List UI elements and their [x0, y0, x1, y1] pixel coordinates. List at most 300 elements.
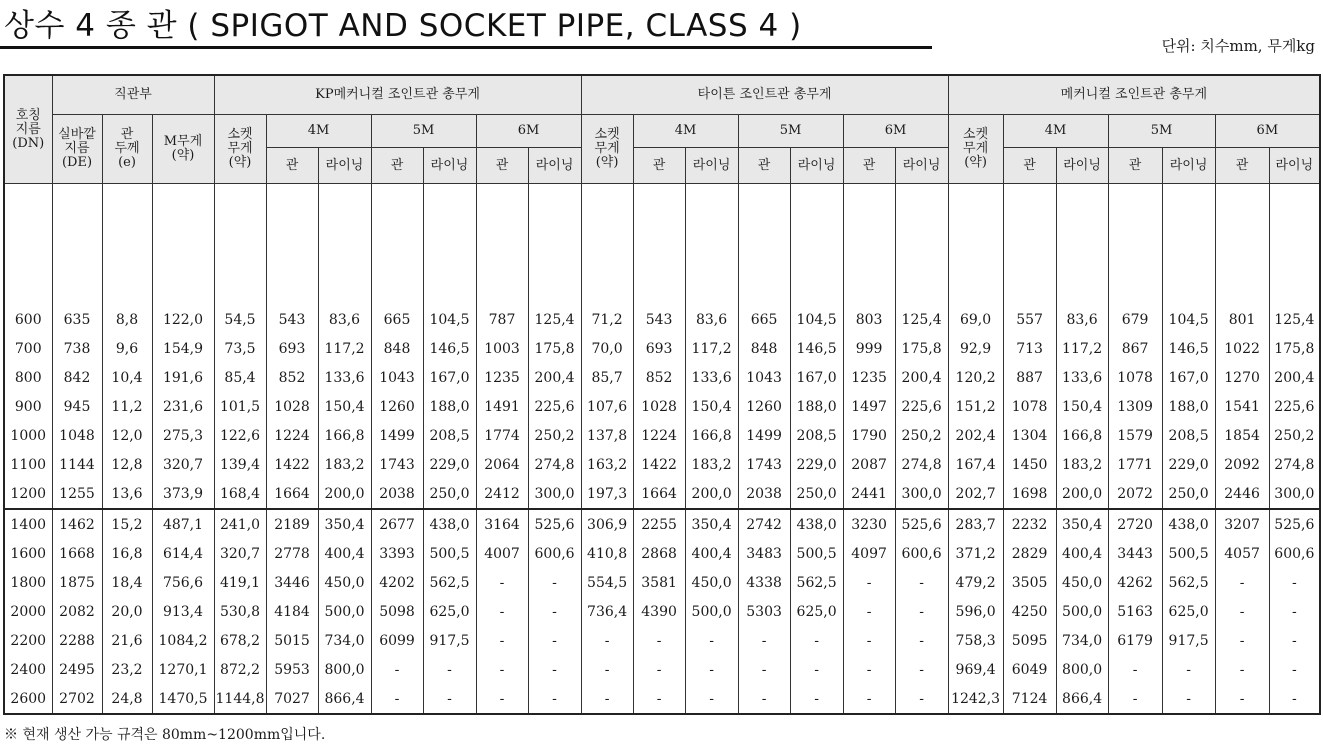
table-cell: 400,4 — [1056, 539, 1108, 568]
table-cell: 1028 — [266, 392, 318, 421]
table-cell: 2288 — [52, 626, 102, 655]
table-cell: 150,4 — [685, 392, 738, 421]
table-cell: 887 — [1003, 363, 1056, 392]
spacer-cell — [4, 184, 52, 306]
table-cell: 2038 — [371, 479, 423, 509]
table-cell: 125,4 — [528, 305, 581, 334]
table-cell: 2064 — [476, 450, 528, 479]
table-cell: 3230 — [843, 509, 895, 539]
m-weight-header — [152, 115, 214, 184]
table-row — [4, 626, 1320, 655]
table-cell: 1043 — [738, 363, 790, 392]
table-cell: 168,4 — [214, 479, 266, 509]
table-cell: 6049 — [1003, 655, 1056, 684]
table-cell: 150,4 — [318, 392, 371, 421]
table-cell: 175,8 — [895, 334, 948, 363]
table-cell: 2742 — [738, 509, 790, 539]
lining-header: 라이닝 — [1056, 148, 1108, 184]
table-cell: 150,4 — [1056, 392, 1108, 421]
footnote: ※ 현재 생산 가능 규격은 80mm~1200mm입니다. — [4, 727, 326, 743]
table-cell: 2868 — [633, 539, 685, 568]
table-cell: 562,5 — [790, 568, 843, 597]
table-cell: - — [528, 684, 581, 714]
table-cell: 85,7 — [581, 363, 633, 392]
table-cell: 18,4 — [102, 568, 152, 597]
table-cell: 2829 — [1003, 539, 1056, 568]
dn-cell: 700 — [4, 334, 52, 363]
dn-header-text: 호칭 지름 (DN) — [12, 107, 45, 151]
dn-cell: 1600 — [4, 539, 52, 568]
table-cell: 2446 — [1215, 479, 1269, 509]
kp-group-header: KP메커니컬 조인트관 총무게 — [214, 75, 581, 115]
table-cell: 133,6 — [318, 363, 371, 392]
table-cell: 625,0 — [790, 597, 843, 626]
table-cell: 350,4 — [685, 509, 738, 539]
pipe-header: 관 — [1215, 148, 1269, 184]
table-cell: 1743 — [738, 450, 790, 479]
table-cell: 4262 — [1108, 568, 1162, 597]
pipe-header: 관 — [1108, 148, 1162, 184]
table-cell: - — [423, 655, 476, 684]
table-cell: 479,2 — [948, 568, 1003, 597]
spacer-cell — [633, 184, 685, 306]
table-cell: 2072 — [1108, 479, 1162, 509]
dn-cell: 1800 — [4, 568, 52, 597]
table-cell: 525,6 — [528, 509, 581, 539]
table-cell: - — [1215, 626, 1269, 655]
unit-note: 단위: 치수mm, 무게kg — [1161, 37, 1315, 55]
pipe-header: 관 — [371, 148, 423, 184]
table-cell: 166,8 — [1056, 421, 1108, 450]
table-cell: 8,8 — [102, 305, 152, 334]
table-cell: - — [843, 626, 895, 655]
table-cell: 1003 — [476, 334, 528, 363]
table-row — [4, 684, 1320, 714]
table-cell: 13,6 — [102, 479, 152, 509]
table-cell: 122,0 — [152, 305, 214, 334]
table-cell: 1043 — [371, 363, 423, 392]
table-cell: 913,4 — [152, 597, 214, 626]
table-cell: 1790 — [843, 421, 895, 450]
table-cell: 6099 — [371, 626, 423, 655]
table-cell: - — [790, 626, 843, 655]
table-cell: 275,3 — [152, 421, 214, 450]
table-cell: 2255 — [633, 509, 685, 539]
kp-socket-header — [214, 115, 266, 184]
table-cell: 3443 — [1108, 539, 1162, 568]
dn-cell: 1000 — [4, 421, 52, 450]
table-cell: 4057 — [1215, 539, 1269, 568]
table-cell: 231,6 — [152, 392, 214, 421]
table-cell: 842 — [52, 363, 102, 392]
table-cell: 400,4 — [685, 539, 738, 568]
tyton-socket-header-text: 소켓 무게 (약) — [594, 127, 620, 170]
table-cell: - — [843, 597, 895, 626]
table-cell: 229,0 — [790, 450, 843, 479]
table-cell: 107,6 — [581, 392, 633, 421]
table-cell: 202,7 — [948, 479, 1003, 509]
table-cell: - — [738, 655, 790, 684]
table-cell: 188,0 — [1162, 392, 1215, 421]
table-cell: 1541 — [1215, 392, 1269, 421]
table-cell: 1242,3 — [948, 684, 1003, 714]
table-cell: 614,4 — [152, 539, 214, 568]
table-cell: - — [528, 626, 581, 655]
table-cell: - — [476, 626, 528, 655]
table-cell: 373,9 — [152, 479, 214, 509]
table-cell: 85,4 — [214, 363, 266, 392]
table-cell: 24,8 — [102, 684, 152, 714]
table-cell: - — [895, 655, 948, 684]
table-cell: 678,2 — [214, 626, 266, 655]
table-cell: 229,0 — [423, 450, 476, 479]
table-cell: 525,6 — [895, 509, 948, 539]
table-row — [4, 450, 1320, 479]
pipe-header: 관 — [738, 148, 790, 184]
table-cell: 800,0 — [318, 655, 371, 684]
table-cell: 852 — [633, 363, 685, 392]
table-cell: 12,0 — [102, 421, 152, 450]
table-cell: 438,0 — [423, 509, 476, 539]
table-cell: 54,5 — [214, 305, 266, 334]
table-cell: 125,4 — [1269, 305, 1320, 334]
spacer-cell — [1056, 184, 1108, 306]
table-cell: - — [895, 626, 948, 655]
table-cell: 2189 — [266, 509, 318, 539]
table-cell: 250,0 — [1162, 479, 1215, 509]
table-cell: 371,2 — [948, 539, 1003, 568]
spacer-cell — [52, 184, 102, 306]
dn-cell: 900 — [4, 392, 52, 421]
pipe-header: 관 — [266, 148, 318, 184]
table-cell: 487,1 — [152, 509, 214, 539]
table-cell: 350,4 — [1056, 509, 1108, 539]
table-cell: 438,0 — [1162, 509, 1215, 539]
table-cell: 11,2 — [102, 392, 152, 421]
pipe-header: 관 — [843, 148, 895, 184]
table-cell: 250,0 — [423, 479, 476, 509]
table-cell: 438,0 — [790, 509, 843, 539]
table-cell: 104,5 — [790, 305, 843, 334]
table-cell: - — [423, 684, 476, 714]
spacer-cell — [738, 184, 790, 306]
table-cell: 665 — [738, 305, 790, 334]
table-cell: 225,6 — [895, 392, 948, 421]
table-cell: 1260 — [371, 392, 423, 421]
table-cell: - — [895, 597, 948, 626]
table-cell: 600,6 — [528, 539, 581, 568]
table-cell: 665 — [371, 305, 423, 334]
table-cell: 12,8 — [102, 450, 152, 479]
table-cell: 693 — [266, 334, 318, 363]
spacer-cell — [423, 184, 476, 306]
table-cell: 1499 — [738, 421, 790, 450]
spacer-cell — [948, 184, 1003, 306]
tyton-4m-header: 4M — [633, 115, 738, 148]
kp-socket-header-text: 소켓 무게 (약) — [227, 127, 253, 170]
table-cell: - — [738, 684, 790, 714]
table-cell: 1028 — [633, 392, 685, 421]
lining-header: 라이닝 — [423, 148, 476, 184]
table-cell: - — [1162, 655, 1215, 684]
table-cell: 557 — [1003, 305, 1056, 334]
table-cell: 410,8 — [581, 539, 633, 568]
table-cell: 133,6 — [1056, 363, 1108, 392]
table-cell: - — [1269, 655, 1320, 684]
table-cell: 1270 — [1215, 363, 1269, 392]
table-cell: - — [633, 626, 685, 655]
table-cell: - — [1269, 568, 1320, 597]
table-cell: 2412 — [476, 479, 528, 509]
table-cell: - — [581, 655, 633, 684]
pipe-header: 관 — [476, 148, 528, 184]
lining-header: 라이닝 — [318, 148, 371, 184]
table-cell: 191,6 — [152, 363, 214, 392]
spacer-cell — [581, 184, 633, 306]
table-cell: 1664 — [266, 479, 318, 509]
table-cell: 1875 — [52, 568, 102, 597]
table-cell: 139,4 — [214, 450, 266, 479]
dn-cell: 2000 — [4, 597, 52, 626]
table-cell: 241,0 — [214, 509, 266, 539]
table-cell: 274,8 — [895, 450, 948, 479]
table-cell: 320,7 — [152, 450, 214, 479]
table-cell: 543 — [266, 305, 318, 334]
table-cell: 562,5 — [423, 568, 476, 597]
table-cell: 16,8 — [102, 539, 152, 568]
table-cell: 867 — [1108, 334, 1162, 363]
table-cell: 562,5 — [1162, 568, 1215, 597]
dn-cell: 1100 — [4, 450, 52, 479]
spacer-cell — [1108, 184, 1162, 306]
table-cell: 2441 — [843, 479, 895, 509]
table-cell: - — [895, 684, 948, 714]
spacer-cell — [1269, 184, 1320, 306]
table-cell: 917,5 — [1162, 626, 1215, 655]
table-cell: - — [1215, 568, 1269, 597]
table-cell: - — [528, 568, 581, 597]
table-body — [4, 184, 1320, 715]
table-cell: 450,0 — [685, 568, 738, 597]
table-cell: 2495 — [52, 655, 102, 684]
dn-cell: 2600 — [4, 684, 52, 714]
table-cell: 1422 — [633, 450, 685, 479]
table-cell: 167,0 — [790, 363, 843, 392]
lining-header: 라이닝 — [528, 148, 581, 184]
table-cell: - — [685, 684, 738, 714]
table-row — [4, 655, 1320, 684]
table-cell: 1144 — [52, 450, 102, 479]
spacer-cell — [214, 184, 266, 306]
table-cell: 1084,2 — [152, 626, 214, 655]
spacer-cell — [1003, 184, 1056, 306]
table-cell: 736,4 — [581, 597, 633, 626]
table-cell: 208,5 — [790, 421, 843, 450]
table-cell: 713 — [1003, 334, 1056, 363]
table-cell: - — [738, 626, 790, 655]
table-cell: - — [1215, 597, 1269, 626]
table-cell: 4338 — [738, 568, 790, 597]
table-cell: 1235 — [843, 363, 895, 392]
table-cell: 83,6 — [1056, 305, 1108, 334]
table-cell: 283,7 — [948, 509, 1003, 539]
table-cell: 848 — [738, 334, 790, 363]
table-cell: 450,0 — [318, 568, 371, 597]
table-cell: 1260 — [738, 392, 790, 421]
table-cell: - — [1215, 655, 1269, 684]
table-cell: 787 — [476, 305, 528, 334]
spacer-cell — [895, 184, 948, 306]
table-cell: 6179 — [1108, 626, 1162, 655]
table-cell: 4390 — [633, 597, 685, 626]
table-cell: 872,2 — [214, 655, 266, 684]
table-cell: - — [1108, 684, 1162, 714]
table-cell: 92,9 — [948, 334, 1003, 363]
mech-6m-header: 6M — [1215, 115, 1320, 148]
e-header — [102, 115, 152, 184]
m-weight-header-text: M무게 (약) — [163, 134, 203, 163]
table-cell: 146,5 — [423, 334, 476, 363]
pipe-header: 관 — [1003, 148, 1056, 184]
kp-4m-header: 4M — [266, 115, 371, 148]
dn-cell: 800 — [4, 363, 52, 392]
table-cell: - — [633, 655, 685, 684]
table-cell: 1774 — [476, 421, 528, 450]
table-cell: 200,0 — [685, 479, 738, 509]
table-cell: 1668 — [52, 539, 102, 568]
table-cell: 250,2 — [1269, 421, 1320, 450]
table-cell: 5303 — [738, 597, 790, 626]
table-cell: - — [476, 568, 528, 597]
spacer-cell — [476, 184, 528, 306]
table-cell: 525,6 — [1269, 509, 1320, 539]
table-cell: - — [528, 655, 581, 684]
spacer-row — [4, 184, 1320, 306]
pipe-weight-table — [3, 74, 1321, 715]
pipe-header: 관 — [633, 148, 685, 184]
table-cell: 969,4 — [948, 655, 1003, 684]
table-cell: 167,4 — [948, 450, 1003, 479]
table-cell: 200,0 — [1056, 479, 1108, 509]
table-cell: 866,4 — [318, 684, 371, 714]
table-cell: 3505 — [1003, 568, 1056, 597]
table-cell: - — [790, 655, 843, 684]
spacer-cell — [1162, 184, 1215, 306]
table-cell: 1255 — [52, 479, 102, 509]
table-cell: 146,5 — [1162, 334, 1215, 363]
kp-6m-header: 6M — [476, 115, 581, 148]
table-cell: 848 — [371, 334, 423, 363]
table-cell: 146,5 — [790, 334, 843, 363]
table-cell: - — [685, 626, 738, 655]
table-cell: 5163 — [1108, 597, 1162, 626]
table-cell: 9,6 — [102, 334, 152, 363]
table-cell: - — [1269, 597, 1320, 626]
table-cell: 1078 — [1003, 392, 1056, 421]
table-cell: 306,9 — [581, 509, 633, 539]
table-cell: 1743 — [371, 450, 423, 479]
spacer-cell — [685, 184, 738, 306]
table-cell: 183,2 — [685, 450, 738, 479]
spacer-cell — [790, 184, 843, 306]
table-cell: - — [685, 655, 738, 684]
table-cell: 2677 — [371, 509, 423, 539]
table-cell: 800,0 — [1056, 655, 1108, 684]
table-cell: 1462 — [52, 509, 102, 539]
spacer-cell — [266, 184, 318, 306]
table-cell: 183,2 — [1056, 450, 1108, 479]
table-row — [4, 421, 1320, 450]
dn-cell: 1200 — [4, 479, 52, 509]
table-cell: 208,5 — [1162, 421, 1215, 450]
table-cell: 117,2 — [685, 334, 738, 363]
table-cell: 320,7 — [214, 539, 266, 568]
table-cell: 419,1 — [214, 568, 266, 597]
table-cell: 738 — [52, 334, 102, 363]
table-cell: 1497 — [843, 392, 895, 421]
table-cell: 15,2 — [102, 509, 152, 539]
table-cell: 20,0 — [102, 597, 152, 626]
mech-4m-header: 4M — [1003, 115, 1108, 148]
table-cell: - — [790, 684, 843, 714]
table-cell: 1235 — [476, 363, 528, 392]
table-cell: 3393 — [371, 539, 423, 568]
table-cell: 600,6 — [895, 539, 948, 568]
spacer-cell — [528, 184, 581, 306]
table-cell: 500,0 — [318, 597, 371, 626]
table-cell: - — [1215, 684, 1269, 714]
spacer-cell — [843, 184, 895, 306]
table-cell: 4007 — [476, 539, 528, 568]
table-cell: 530,8 — [214, 597, 266, 626]
table-row — [4, 539, 1320, 568]
table-cell: 4184 — [266, 597, 318, 626]
mech-5m-header: 5M — [1108, 115, 1215, 148]
table-cell: 5095 — [1003, 626, 1056, 655]
table-cell: - — [581, 626, 633, 655]
table-cell: 1470,5 — [152, 684, 214, 714]
table-cell: - — [581, 684, 633, 714]
table-cell: 734,0 — [1056, 626, 1108, 655]
table-row — [4, 392, 1320, 421]
table-row — [4, 568, 1320, 597]
table-cell: 4097 — [843, 539, 895, 568]
table-cell: 1698 — [1003, 479, 1056, 509]
table-cell: 756,6 — [152, 568, 214, 597]
table-cell: - — [843, 655, 895, 684]
table-cell: 758,3 — [948, 626, 1003, 655]
e-header-text: 관 두께 (e) — [114, 127, 140, 170]
table-cell: 104,5 — [423, 305, 476, 334]
table-cell: - — [1162, 684, 1215, 714]
table-cell: - — [1269, 684, 1320, 714]
mech-socket-header — [948, 115, 1003, 184]
table-cell: 2702 — [52, 684, 102, 714]
table-cell: 679 — [1108, 305, 1162, 334]
table-cell: - — [1269, 626, 1320, 655]
lining-header: 라이닝 — [1162, 148, 1215, 184]
table-cell: 3164 — [476, 509, 528, 539]
table-cell: 151,2 — [948, 392, 1003, 421]
table-cell: 543 — [633, 305, 685, 334]
table-cell: 117,2 — [1056, 334, 1108, 363]
table-cell: 1450 — [1003, 450, 1056, 479]
page-title: 상수 4 종 관 ( SPIGOT AND SOCKET PIPE, CLASS 4 ) — [4, 8, 802, 44]
table-cell: 625,0 — [423, 597, 476, 626]
table-row — [4, 479, 1320, 509]
table-cell: 101,5 — [214, 392, 266, 421]
table-cell: 693 — [633, 334, 685, 363]
